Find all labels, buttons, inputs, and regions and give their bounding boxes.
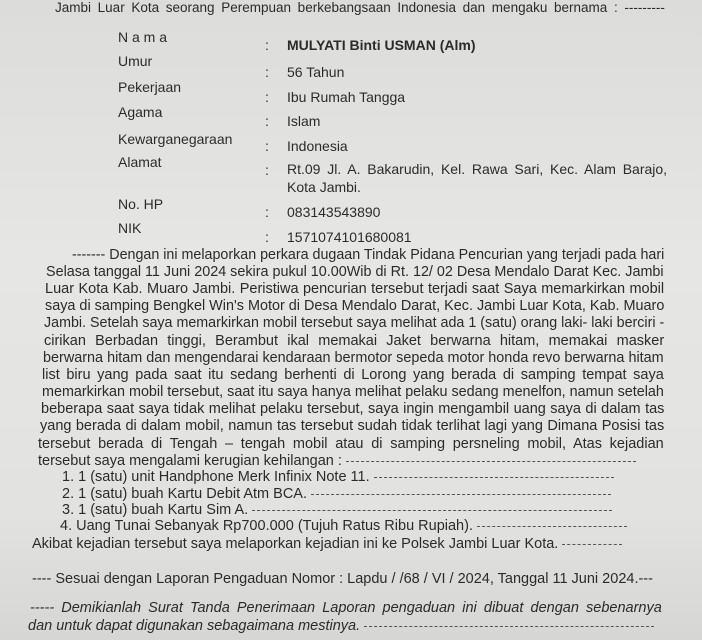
closing-text: dan untuk dapat digunakan sebagaimana mestinya. [28,618,361,634]
body-line: list biru yang pada saat itu sedang berhenti di Lorong yang berada di samping tempat saya [42,367,664,383]
field-value-agama: Islam [287,113,321,129]
body-line: Selasa tanggal 11 Juni 2024 sekira pukul 10.00Wib di Rt. 12/ 02 Desa Mendalo Darat Kec. Jambi [46,264,664,280]
loss-item [62,487,611,502]
field-label-umur: Umur [118,53,153,69]
loss-item-text: 3. 1 (satu) buah Kartu Sim A. [62,502,249,518]
closing-line-2 [28,619,654,634]
field-label-alamat: Alamat [118,154,162,170]
body-line: beberapa saat saya tidak melihat pelaku tersebut, saya ingin mengambil uang saya di dalam tas [41,401,665,417]
dash-leader [477,526,627,527]
field-label-nama: N a m a [118,29,168,45]
colon: : [265,89,269,105]
dash-leader [311,494,611,495]
colon: : [265,229,269,245]
dash-leader [562,544,622,545]
dash-leader [374,477,614,478]
body-line: saya di samping Bengkel Win's Motor di Desa Mendalo Darat, Kec. Jambi Luar Kota, Kab. Muaro [45,298,665,314]
report-reference: ---- Sesuai dengan Laporan Pengaduan Nomor : Lapdu / /68 / VI / 2024, Tanggal 11 Juni 2024.--- [32,571,653,587]
colon: : [265,162,269,178]
intro-line: Jambi Luar Kota seorang Perempuan berkebangsaan Indonesia dan mengaku bernama : --------- [55,0,665,15]
field-label-pekerjaan: Pekerjaan [118,79,182,95]
body-line: ------- Dengan ini melaporkan perkara dugaan Tindak Pidana Pencurian yang terjadi pada hari [72,247,665,263]
loss-item [62,503,612,518]
dash-leader [346,461,636,462]
consequence-text: Akibat kejadian tersebut saya melaporkan kejadian ini ke Polsek Jambi Luar Kota. [32,536,559,552]
loss-item [62,470,614,485]
loss-intro [38,454,636,469]
loss-item-text: 4. Uang Tunai Sebanyak Rp700.000 (Tujuh Ratus Ribu Rupiah). [60,518,473,534]
field-label-kewarganegaraan: Kewarganegaraan [118,131,233,147]
body-line: tersebut berada di Tengah – tengah mobil atau di samping persneling mobil, Atas kejadian [38,436,664,452]
field-value-kewarganegaraan: Indonesia [287,138,348,154]
field-value-no-hp: 083143543890 [287,204,381,220]
field-label-nik: NIK [118,220,142,236]
field-value-nama: MULYATI Binti USMAN (Alm) [287,37,476,53]
field-value-alamat-line2: Kota Jambi. [287,179,361,195]
colon: : [265,138,269,154]
loss-intro-text: tersebut saya mengalami kerugian kehilangan : [38,453,342,469]
body-line: berwarna hitam dan mengendarai kendaraan bermotor sepeda motor honda revo berwarna hitam [43,350,664,366]
body-line: cirikan Berbadan tinggi, Berambut ikal memakai Jaket berwarna hitam, memakai masker [44,333,665,349]
colon: : [265,204,269,220]
loss-item [60,519,627,534]
field-value-alamat: Rt.09 Jl. A. Bakarudin, Kel. Rawa Sari, Kec. Alam Barajo, [287,161,668,177]
body-line: memarkirkan mobil tersebut, saat itu saya hanya melihat pelaku sedang menelfon, namun setelah [42,384,664,400]
colon: : [265,113,269,129]
body-line: Jambi. Setelah saya memarkirkan mobil tersebut saya melihat ada 1 (satu) orang laki- laki berciri - [44,315,665,331]
dash-leader [252,510,612,511]
dash-leader [364,626,654,627]
loss-item-text: 2. 1 (satu) buah Kartu Debit Atm BCA. [62,486,308,502]
colon: : [265,37,269,53]
field-value-nik: 1571074101680081 [287,229,412,245]
field-label-no-hp: No. HP [118,196,164,212]
body-line: yang berada di dalam mobil, namun tas tersebut sudah tidak terlihat lagi yang Dimana Posisi tas [40,418,665,434]
field-value-pekerjaan: Ibu Rumah Tangga [287,89,406,105]
field-label-agama: Agama [118,104,163,120]
colon: : [265,64,269,80]
consequence [32,537,622,552]
field-value-umur: 56 Tahun [287,64,345,80]
body-line: Luar Kota Kab. Muaro Jambi. Peristiwa pencurian tersebut terjadi saat Saya memarkirkan mobil [45,281,665,297]
loss-item-text: 1. 1 (satu) unit Handphone Merk Infinix Note 11. [62,469,370,485]
closing-line: ----- Demikianlah Surat Tanda Penerimaan Laporan pengaduan ini dibuat dengan sebenarnya [30,600,662,616]
